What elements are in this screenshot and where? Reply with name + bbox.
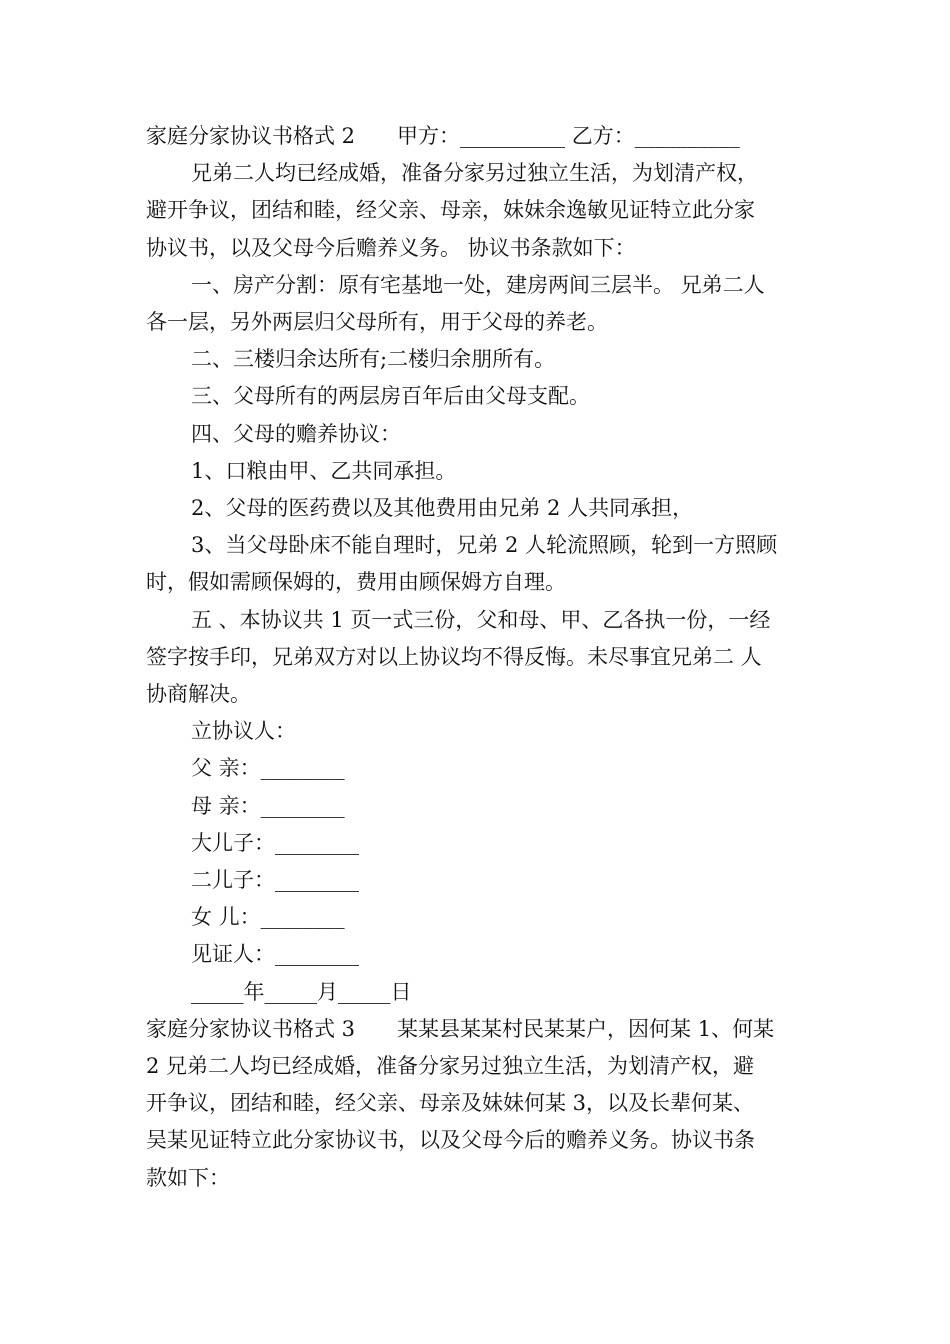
clause-4-item-3-line: 3、当父母卧床不能自理时，兄弟 2 人轮流照顾，轮到一方照顾	[191, 533, 778, 558]
section3-line: 开争议，团结和睦，经父亲、母亲及妹妹何某 3，以及长辈何某、	[146, 1091, 755, 1116]
preamble-line: 避开争议，团结和睦，经父亲、母亲，妹妹余逸敏见证特立此分家	[146, 198, 755, 223]
father-signature-line: 父 亲：________	[191, 756, 345, 781]
clause-4-item-2: 2、父母的医药费以及其他费用由兄弟 2 人共同承担，	[191, 496, 694, 521]
clause-2: 二、三楼归余达所有;二楼归余朋所有。	[191, 347, 556, 372]
second-son-signature-line: 二儿子：________	[191, 868, 359, 893]
daughter-signature-line: 女 儿：________	[191, 905, 345, 930]
section3-line: 款如下：	[146, 1165, 230, 1190]
clause-4-item-1: 1、口粮由甲、乙共同承担。	[191, 458, 457, 483]
document-page	[146, 118, 811, 1197]
clause-3: 三、父母所有的两层房百年后由父母支配。	[191, 384, 590, 409]
signing-date: _____年_____月_____日	[191, 979, 412, 1004]
section2-header: 家庭分家协议书格式 2 甲方：__________ 乙方：__________	[146, 124, 740, 148]
clause-4-item-3-line: 时，假如需顾保姆的，费用由顾保姆方自理。	[146, 570, 566, 595]
preamble-line: 兄弟二人均已经成婚，准备分家另过独立生活，为划清产权，	[191, 161, 758, 186]
section3-line: 吴某见证特立此分家协议书，以及父母今后的赡养义务。协议书条	[146, 1128, 755, 1153]
clause-1-line: 一、房产分割：原有宅基地一处，建房两间三层半。 兄弟二人	[191, 272, 765, 297]
clause-5-line: 五 、本协议共 1 页一式三份，父和母、甲、乙各执一份，一经	[191, 607, 771, 632]
signatories-title: 立协议人：	[191, 719, 296, 744]
section3-line: 2 兄弟二人均已经成婚，准备分家另过独立生活，为划清产权，避	[146, 1054, 755, 1079]
eldest-son-signature-line: 大儿子：________	[191, 830, 359, 855]
clause-5-line: 协商解决。	[146, 682, 251, 707]
clause-4: 四、父母的赡养协议：	[191, 421, 401, 446]
witness-signature-line: 见证人：________	[191, 942, 359, 967]
section3-line: 家庭分家协议书格式 3 某某县某某村民某某户，因何某 1、何某	[146, 1016, 775, 1041]
preamble-line: 协议书，以及父母今后赡养义务。 协议书条款如下：	[146, 235, 636, 260]
clause-1-line: 各一层，另外两层归父母所有，用于父母的养老。	[146, 310, 608, 335]
clause-5-line: 签字按手印，兄弟双方对以上协议均不得反悔。未尽事宜兄弟二 人	[146, 644, 762, 669]
mother-signature-line: 母 亲：________	[191, 793, 345, 818]
